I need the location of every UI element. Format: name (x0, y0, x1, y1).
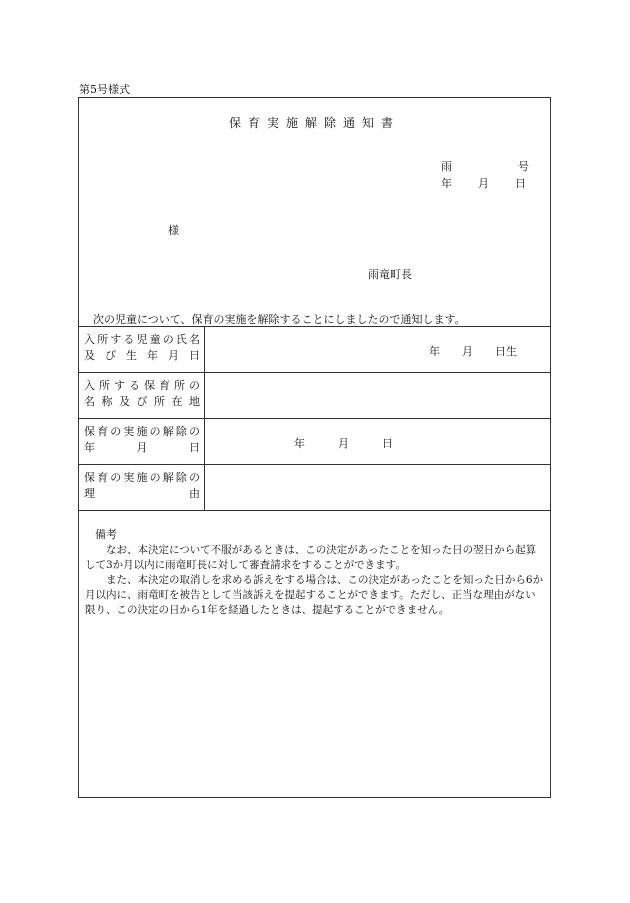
row-release-reason (79, 464, 550, 511)
row-release-date (79, 418, 550, 465)
remarks-paragraph: また、本決定の取消しを求める訴えをする場合は、この決定があったことを知った日から6か月以内に、雨竜町を被告として当該訴えを提起することができます。ただし、正当な理由がない限り、この決定の日から1年を経過したときは、提起することができません。 (85, 574, 544, 616)
date-day: 日 (515, 177, 526, 190)
release-date-value: 年 月 日 (294, 437, 393, 450)
form-number-label: 第5号様式 (79, 83, 130, 96)
remarks-divider (79, 510, 550, 511)
reference-prefix: 雨 (441, 160, 452, 173)
reference-suffix: 号 (518, 160, 529, 173)
row-label: 入所する保育所の 名称及び所在地 (79, 373, 205, 419)
notice-form-frame (78, 97, 551, 798)
row-nursery (79, 372, 550, 419)
row-label: 保育の実施の解除の 理 由 (79, 465, 205, 511)
document-title: 保育実施解除通知書 (228, 116, 400, 130)
addressee-suffix: 様 (168, 224, 179, 237)
issue-date (441, 175, 526, 191)
date-year: 年 (441, 177, 452, 190)
remarks-heading: 備考 (95, 528, 117, 541)
row-label: 保育の実施の解除の 年 月 日 (79, 419, 205, 465)
intro-text: 次の児童について、保育の実施を解除することにしましたので通知します。 (93, 313, 466, 326)
birth-date-value: 年 月 日生 (429, 345, 517, 358)
reference-number (441, 158, 529, 174)
date-month: 月 (478, 177, 489, 190)
row-label: 入所する児童の氏名 及び生年月日 (79, 327, 205, 373)
row-child-name (79, 326, 550, 373)
remarks-body (85, 543, 545, 618)
issuer-name: 雨竜町長 (368, 268, 412, 281)
remarks-paragraph: なお、本決定について不服があるときは、この決定があったことを知った日の翌日から起算して3か月以内に雨竜町長に対して審査請求をすることができます。 (85, 544, 537, 571)
